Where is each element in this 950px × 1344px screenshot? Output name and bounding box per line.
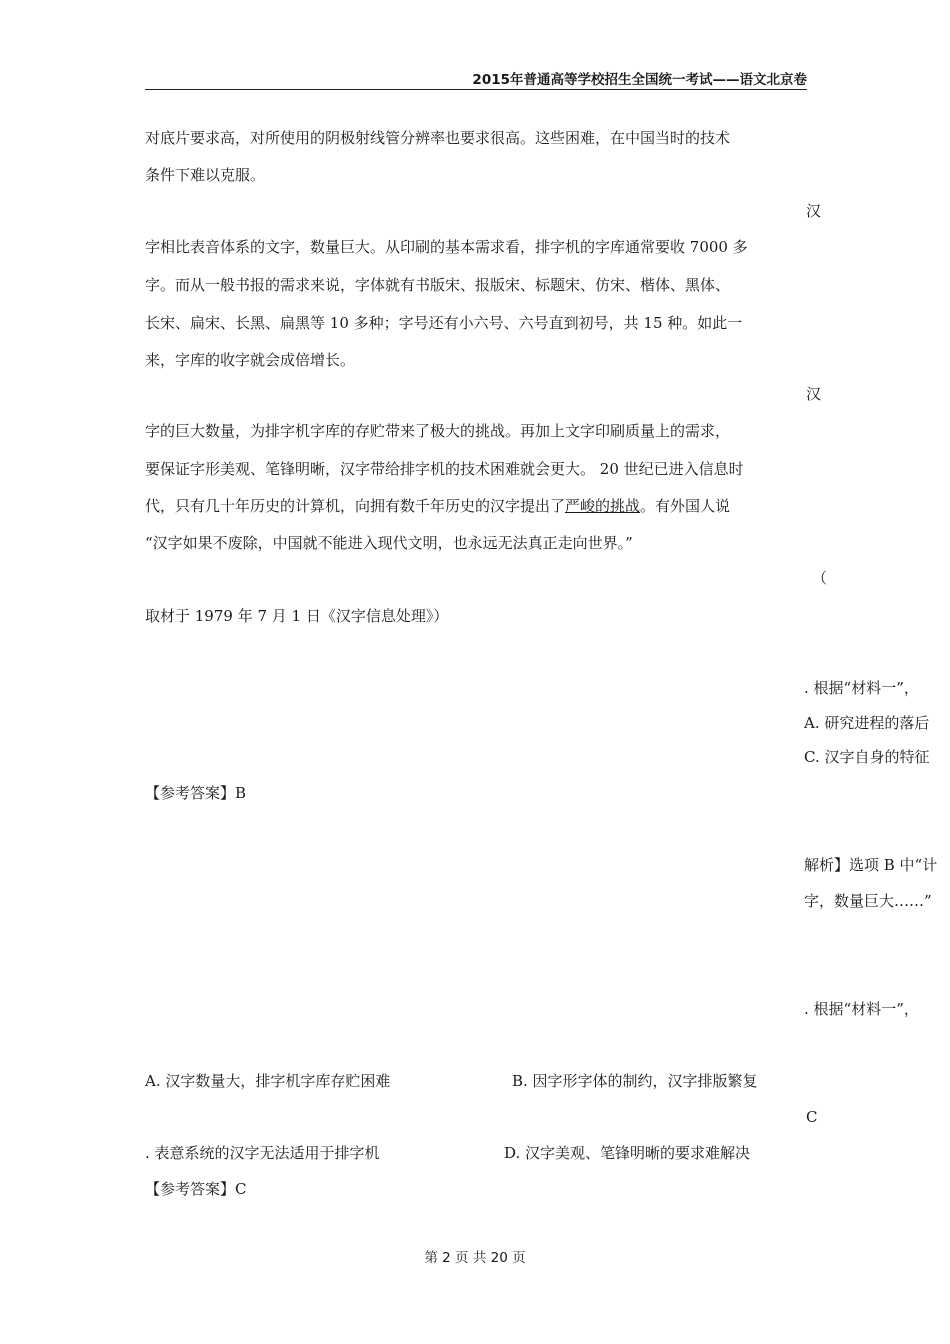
passage-line: 字。而从一般书报的需求来说，字体就有书版宋、报版宋、标题宋、仿宋、楷体、黑体、 bbox=[145, 276, 731, 294]
passage-text: 代，只有几十年历史的计算机，向拥有数千年历史的汉字提出了 bbox=[145, 497, 566, 515]
question-1-stem: . 根据“材料一”， bbox=[804, 679, 919, 697]
passage-line: 对底片要求高，对所使用的阴极射线管分辨率也要求很高。这些困难，在中国当时的技术 bbox=[145, 129, 731, 147]
passage-line: 来，字库的收字就会成倍增长。 bbox=[145, 351, 356, 369]
passage-line: 要保证字形美观、笔锋明晰，汉字带给排字机的技术困难就会更大。 20 世纪已进入信息时 bbox=[145, 460, 744, 478]
question-1-analysis: 字，数量巨大……” bbox=[804, 892, 932, 910]
passage-line: 条件下难以克服。 bbox=[145, 166, 266, 184]
question-2-option-c: . 表意系统的汉字无法适用于排字机 bbox=[145, 1144, 380, 1162]
question-2-option-b: B. 因字形字体的制约，汉字排版繁复 bbox=[512, 1072, 758, 1090]
margin-char: 汉 bbox=[806, 202, 822, 220]
passage-line: “汉字如果不废除，中国就不能进入现代文明，也永远无法真正走向世界。” bbox=[145, 534, 633, 552]
question-2-option-c-letter: C bbox=[806, 1108, 818, 1126]
underlined-phrase: 严峻的挑战 bbox=[565, 497, 641, 515]
passage-line: 字相比表音体系的文字，数量巨大。从印刷的基本需求看，排字机的字库通常要收 7000 多 bbox=[145, 238, 748, 256]
margin-char: 汉 bbox=[806, 385, 822, 403]
paren-open: （ bbox=[812, 569, 828, 587]
page-header bbox=[145, 68, 807, 90]
question-1-answer: 【参考答案】B bbox=[145, 784, 247, 802]
passage-line: 长宋、扁宋、长黑、扁黑等 10 多种；字号还有小六号、六号直到初号，共 15 种。如此一 bbox=[145, 314, 743, 332]
question-1-analysis: 解析】选项 B 中“计 bbox=[804, 856, 938, 874]
question-2-stem: . 根据“材料一”， bbox=[804, 1000, 919, 1018]
exam-title: 2015年普通高等学校招生全国统一考试——语文北京卷 bbox=[472, 72, 807, 88]
passage-text: 。有外国人说 bbox=[640, 497, 731, 515]
question-1-option-c: C. 汉字自身的特征 bbox=[804, 748, 930, 766]
passage-line: 字的巨大数量，为排字机字库的存贮带来了极大的挑战。再加上文字印刷质量上的需求， bbox=[145, 422, 731, 440]
question-2-option-a: A. 汉字数量大，排字机字库存贮困难 bbox=[145, 1072, 391, 1090]
source-citation: 取材于 1979 年 7 月 1 日《汉字信息处理》） bbox=[145, 607, 449, 625]
question-2-answer: 【参考答案】C bbox=[145, 1180, 247, 1198]
page-footer: 第 2 页 共 20 页 bbox=[424, 1250, 526, 1266]
question-1-option-a: A. 研究进程的落后 bbox=[804, 714, 930, 732]
question-2-option-d: D. 汉字美观、笔锋明晰的要求难解决 bbox=[504, 1144, 751, 1162]
passage-line bbox=[145, 496, 730, 516]
